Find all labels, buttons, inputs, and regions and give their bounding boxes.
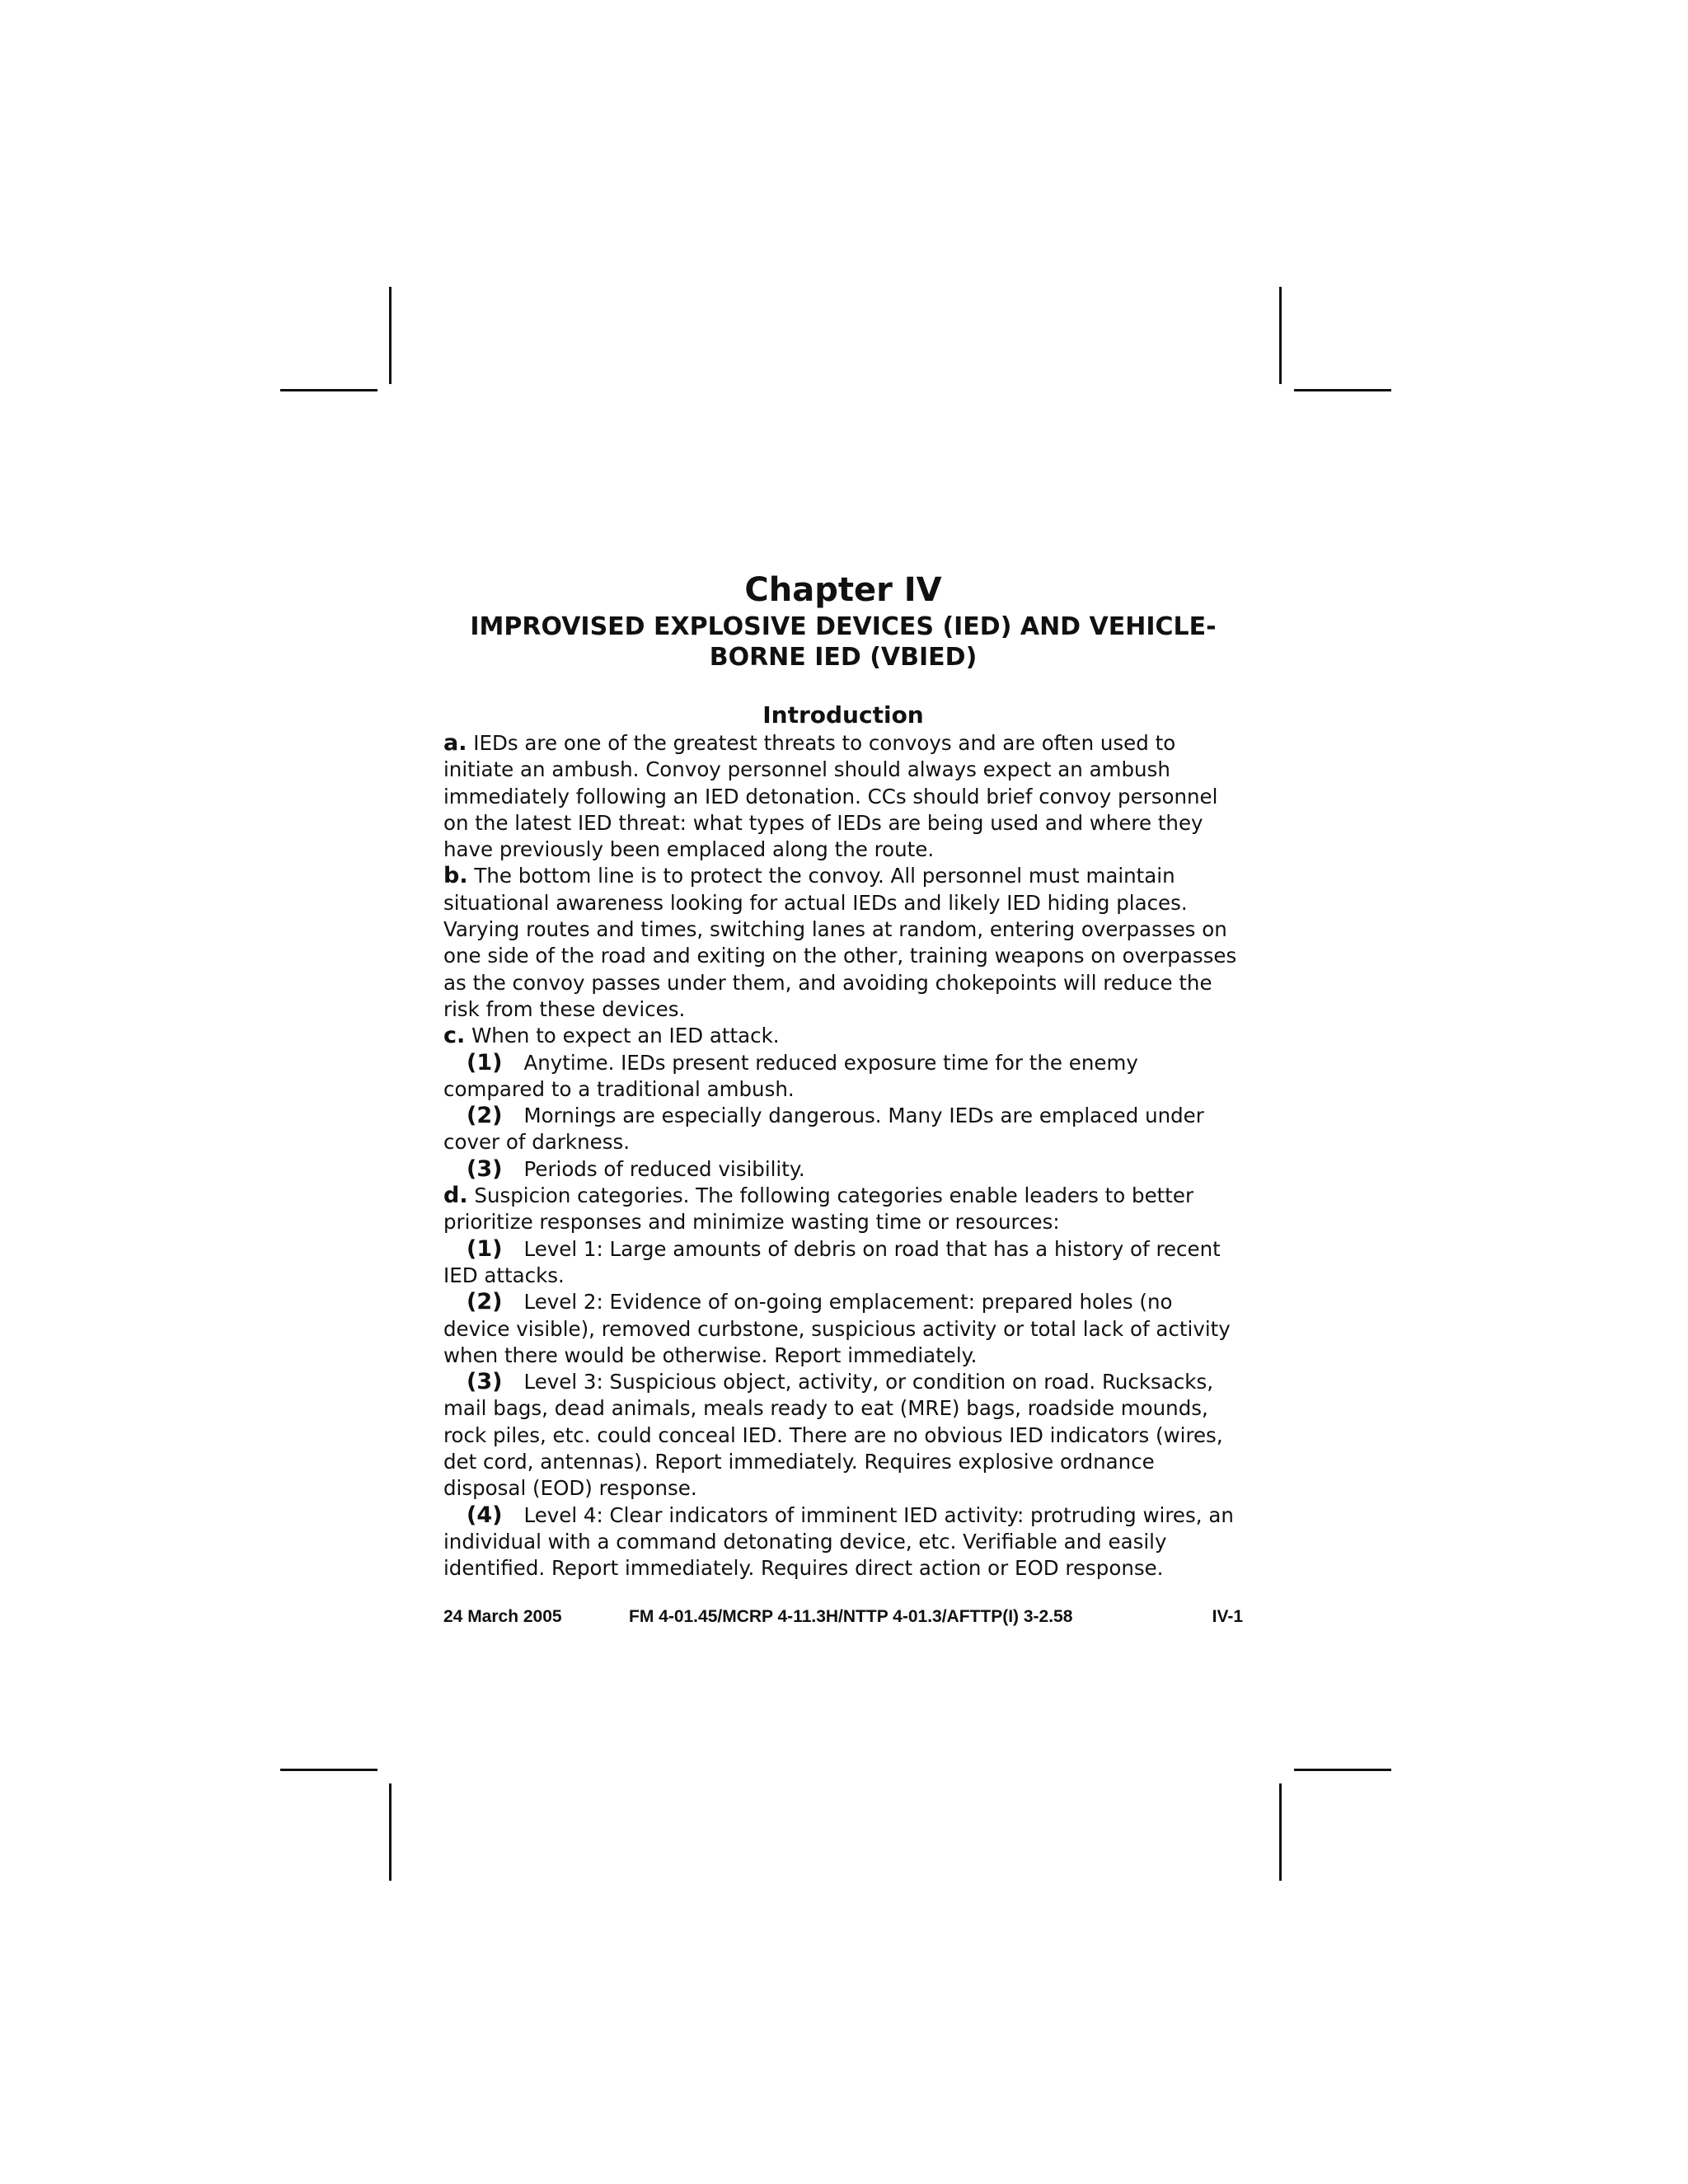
paragraph-label: b. (443, 863, 468, 889)
subparagraph-label: (3) (467, 1369, 503, 1395)
footer-page-number: IV-1 (1212, 1607, 1243, 1626)
crop-mark-bottom-left-vertical (389, 1783, 392, 1881)
paragraph-label: a. (443, 730, 467, 756)
crop-mark-bottom-right-vertical (1279, 1783, 1282, 1881)
subparagraph-text: Level 1: Large amounts of debris on road that has a history of recent IED attacks. (443, 1236, 1221, 1287)
footer-publication-number: FM 4-01.45/MCRP 4-11.3H/NTTP 4-01.3/AFTTP(I) 3-2.58 (629, 1607, 1073, 1626)
paragraph-a (443, 730, 1243, 863)
paragraph-text: The bottom line is to protect the convoy. All personnel must maintain situational awareness looking for actual IEDs and likely IED hiding places. Varying routes and times, switching lanes at random, entering overpasses on one side of the road and exiting on the other, training weapons on overpasses as the convoy passes under them, and avoiding chokepoints will reduce the risk from these devices. (443, 864, 1237, 1021)
subparagraph-label: (2) (467, 1103, 503, 1129)
subparagraph-text: Mornings are especially dangerous. Many IEDs are emplaced under cover of darkness. (443, 1104, 1204, 1155)
subparagraph-label: (2) (467, 1289, 503, 1315)
subparagraph-text: Level 2: Evidence of on-going emplacement: prepared holes (no device visible), removed curbstone, suspicious activity or total lack of activity when there would be otherwise. Report immediately. (443, 1290, 1231, 1367)
subparagraph-d-3 (443, 1369, 1243, 1502)
paragraph-d (443, 1183, 1243, 1236)
paragraph-label: d. (443, 1183, 468, 1209)
subparagraph-d-4 (443, 1502, 1243, 1582)
paragraph-text: IEDs are one of the greatest threats to convoys and are often used to initiate an ambush. Convoy personnel should always expect an ambush immediately following an IED detonation. CCs should brief convoy personnel on the latest IED threat: what types of IEDs are being used and where they have previously been emplaced along the route. (443, 731, 1218, 862)
subparagraph-text: Level 3: Suspicious object, activity, or condition on road. Rucksacks, mail bags, dead animals, meals ready to eat (MRE) bags, roadside mounds, rock piles, etc. could conceal IED. There are no obvious IED indicators (wires, det cord, antennas). Report immediately. Requires explosive ordnance disposal (EOD) response. (443, 1370, 1223, 1501)
chapter-title: Chapter IV (744, 571, 942, 609)
subparagraph-d-1 (443, 1236, 1243, 1290)
subparagraph-text: Anytime. IEDs present reduced exposure time for the enemy compared to a traditional ambush. (443, 1050, 1138, 1101)
chapter-subtitle (443, 612, 1243, 673)
crop-mark-bottom-left-horizontal (280, 1769, 377, 1771)
subparagraph-label: (1) (467, 1049, 503, 1076)
subparagraph-label: (1) (467, 1235, 503, 1262)
paragraph-label: c. (443, 1023, 466, 1049)
subparagraph-c-2 (443, 1103, 1243, 1156)
chapter-subtitle-line-2: BORNE IED (VBIED) (709, 643, 978, 672)
crop-mark-top-left-vertical (389, 287, 392, 384)
page-content (443, 569, 1243, 1582)
crop-mark-bottom-right-horizontal (1294, 1769, 1391, 1771)
subparagraph-label: (4) (467, 1502, 503, 1528)
footer-date: 24 March 2005 (443, 1607, 562, 1626)
crop-mark-top-right-horizontal (1294, 389, 1391, 391)
paragraph-c (443, 1023, 1243, 1049)
crop-mark-top-right-vertical (1279, 287, 1282, 384)
subparagraph-text: Level 4: Clear indicators of imminent IED activity: protruding wires, an individual with a command detonating device, etc. Verifiable and easily identified. Report immediately. Requires direct action or EOD response. (443, 1502, 1234, 1581)
crop-mark-top-left-horizontal (280, 389, 377, 391)
subparagraph-text: Periods of reduced visibility. (523, 1156, 805, 1181)
paragraph-text: When to expect an IED attack. (471, 1024, 780, 1048)
page-footer (443, 1607, 1243, 1633)
subparagraph-label: (3) (467, 1155, 503, 1182)
subparagraph-d-2 (443, 1289, 1243, 1369)
paragraph-b (443, 863, 1243, 1023)
section-heading: Introduction (762, 701, 924, 729)
subparagraph-c-3 (443, 1156, 1243, 1183)
paragraph-text: Suspicion categories. The following categories enable leaders to better prioritize responses and minimize wasting time or resources: (443, 1183, 1194, 1235)
subparagraph-c-1 (443, 1050, 1243, 1104)
chapter-subtitle-line-1: IMPROVISED EXPLOSIVE DEVICES (IED) AND VEHICLE- (470, 612, 1217, 641)
